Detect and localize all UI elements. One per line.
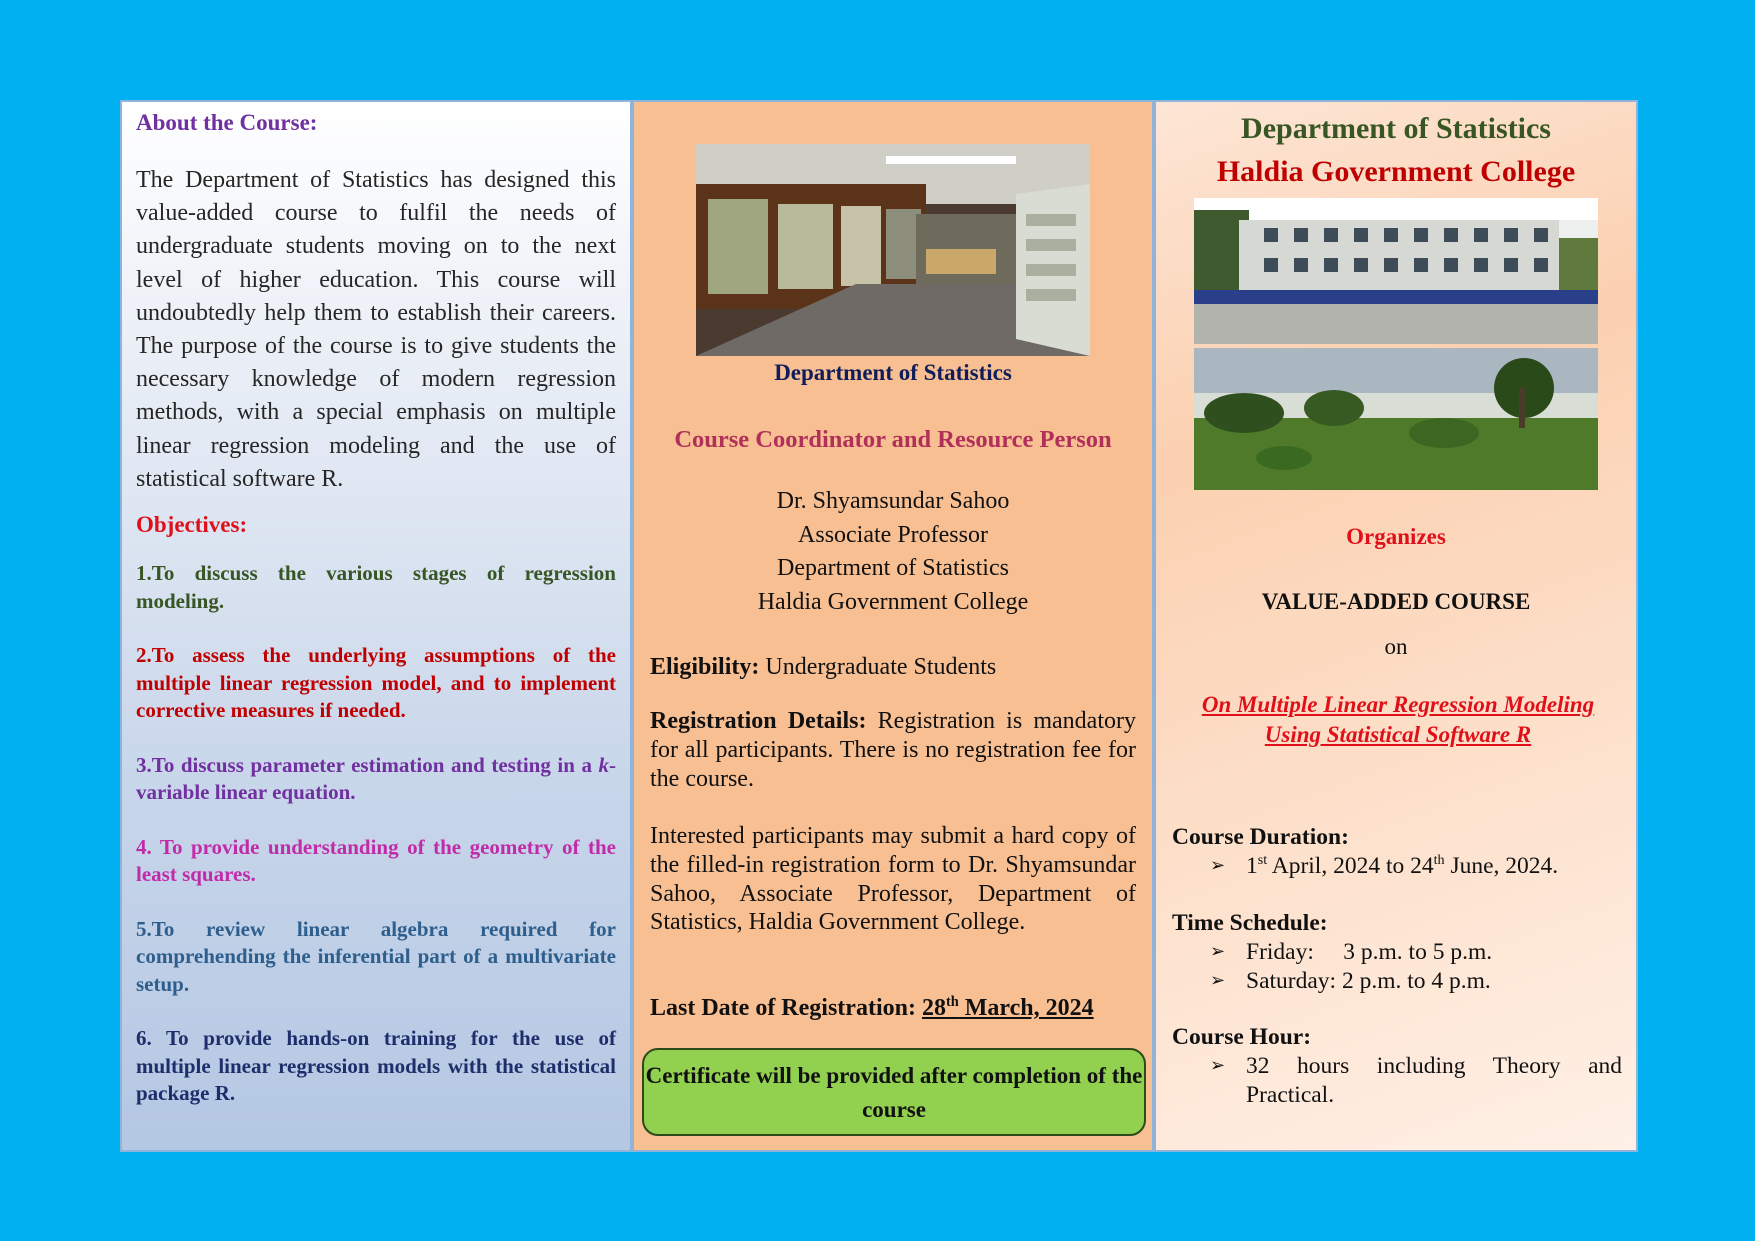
objective-3-post: -variable linear equation. xyxy=(136,752,616,805)
submission-text: Interested participants may submit a hard copy of the filled-in registration form to Dr. Shyamsundar Sahoo, Associate Professor, Department of Statistics, Haldia Government College. xyxy=(650,823,1136,936)
schedule-item xyxy=(1172,938,1622,967)
department-title: Department of Statistics xyxy=(1241,112,1551,145)
last-date-day: 28 xyxy=(921,995,946,1021)
hour-value: 32 hours including Theory and Practical. xyxy=(1246,1053,1622,1108)
course-duration-section xyxy=(1172,822,1622,881)
last-date-value xyxy=(922,995,1094,1021)
schedule-saturday: Saturday: 2 p.m. to 4 p.m. xyxy=(1246,967,1491,994)
schedule-friday: Friday: 3 p.m. to 5 p.m. xyxy=(1246,939,1493,965)
objective-3-pre: 3.To discuss parameter estimation and testing in a xyxy=(136,752,599,777)
objective-5: 5.To review linear algebra required for comprehending the inferential part of a multivariate setup. xyxy=(136,916,616,996)
schedule-heading: Time Schedule: xyxy=(1172,910,1328,936)
course-title xyxy=(1166,690,1630,749)
last-date xyxy=(650,994,1136,1023)
course-panel xyxy=(1154,100,1638,1152)
photo-caption: Department of Statistics xyxy=(774,360,1012,385)
objective-2: 2.To assess the underlying assumptions of the multiple linear regression model, and to implement corrective measures if needed. xyxy=(136,643,616,723)
eligibility xyxy=(650,653,1136,682)
course-title-line2: Using Statistical Software R xyxy=(1264,721,1532,747)
arrow-bullet-icon: ➢ xyxy=(1210,941,1226,962)
duration-start-suffix: st xyxy=(1257,852,1268,869)
duration-end: June, 2024. xyxy=(1444,853,1559,879)
last-date-rest: March, 2024 xyxy=(958,995,1094,1021)
objective-6: 6. To provide hands-on training for the use of multiple linear regression models with the statistical package R. xyxy=(136,1026,616,1106)
duration-end-suffix: th xyxy=(1433,852,1445,869)
last-date-suffix: th xyxy=(945,994,959,1010)
about-heading: About the Course: xyxy=(136,110,318,135)
duration-heading: Course Duration: xyxy=(1172,824,1349,850)
coordinator-heading: Course Coordinator and Resource Person xyxy=(674,426,1112,453)
coordinator-designation: Associate Professor xyxy=(798,521,988,548)
objective-4: 4. To provide understanding of the geometry of the least squares. xyxy=(136,834,616,887)
objective-3 xyxy=(136,752,616,807)
certificate-box: Certificate will be provided after completion of the course xyxy=(642,1048,1146,1136)
objectives-heading: Objectives: xyxy=(136,512,248,538)
college-campus-photo xyxy=(1194,348,1598,490)
arrow-bullet-icon: ➢ xyxy=(1210,969,1226,991)
coordinator-details xyxy=(634,485,1152,619)
duration-item xyxy=(1172,852,1622,881)
duration-middle: April, 2024 to 24 xyxy=(1267,853,1434,879)
duration-start-day: 1 xyxy=(1246,853,1258,879)
arrow-bullet-icon: ➢ xyxy=(1210,1055,1226,1076)
registration-details xyxy=(650,707,1136,793)
coordinator-panel xyxy=(632,100,1154,1152)
college-title: Haldia Government College xyxy=(1216,155,1576,188)
arrow-bullet-icon: ➢ xyxy=(1210,855,1226,876)
coordinator-department: Department of Statistics xyxy=(777,555,1009,581)
organizes-label: Organizes xyxy=(1346,524,1446,549)
hour-heading: Course Hour: xyxy=(1172,1024,1312,1050)
objective-3-k: k xyxy=(598,752,609,777)
course-type: VALUE-ADDED COURSE xyxy=(1261,589,1531,614)
objective-1: 1.To discuss the various stages of regression modeling. xyxy=(136,561,616,613)
schedule-item xyxy=(1172,967,1622,996)
about-text: The Department of Statistics has designed this value-added course to fulfil the needs of undergraduate students moving on to the next level of higher education. This course will undoubtedly help them to establish their careers. The purpose of the course is to give students the necessary knowledge of modern regression methods, with a special emphasis on multiple linear regression modeling and the use of statistical software R. xyxy=(136,167,616,492)
about-panel xyxy=(120,100,632,1152)
course-hour-section xyxy=(1172,1022,1622,1109)
coordinator-college: Haldia Government College xyxy=(757,588,1029,615)
department-lab-photo xyxy=(696,144,1090,356)
last-date-label: Last Date of Registration: xyxy=(650,995,916,1021)
time-schedule-section xyxy=(1172,908,1622,995)
coordinator-name: Dr. Shyamsundar Sahoo xyxy=(776,488,1010,514)
course-title-line1: On Multiple Linear Regression Modeling xyxy=(1201,692,1595,717)
registration-value: Registration is mandatory for all participants. There is no registration fee for the course. xyxy=(650,708,1136,792)
hour-item xyxy=(1172,1052,1622,1109)
college-building-photo xyxy=(1194,198,1598,344)
registration-label: Registration Details: xyxy=(650,708,867,734)
eligibility-label: Eligibility: xyxy=(650,654,760,680)
eligibility-value: Undergraduate Students xyxy=(759,654,997,680)
on-label: on xyxy=(1384,634,1408,659)
